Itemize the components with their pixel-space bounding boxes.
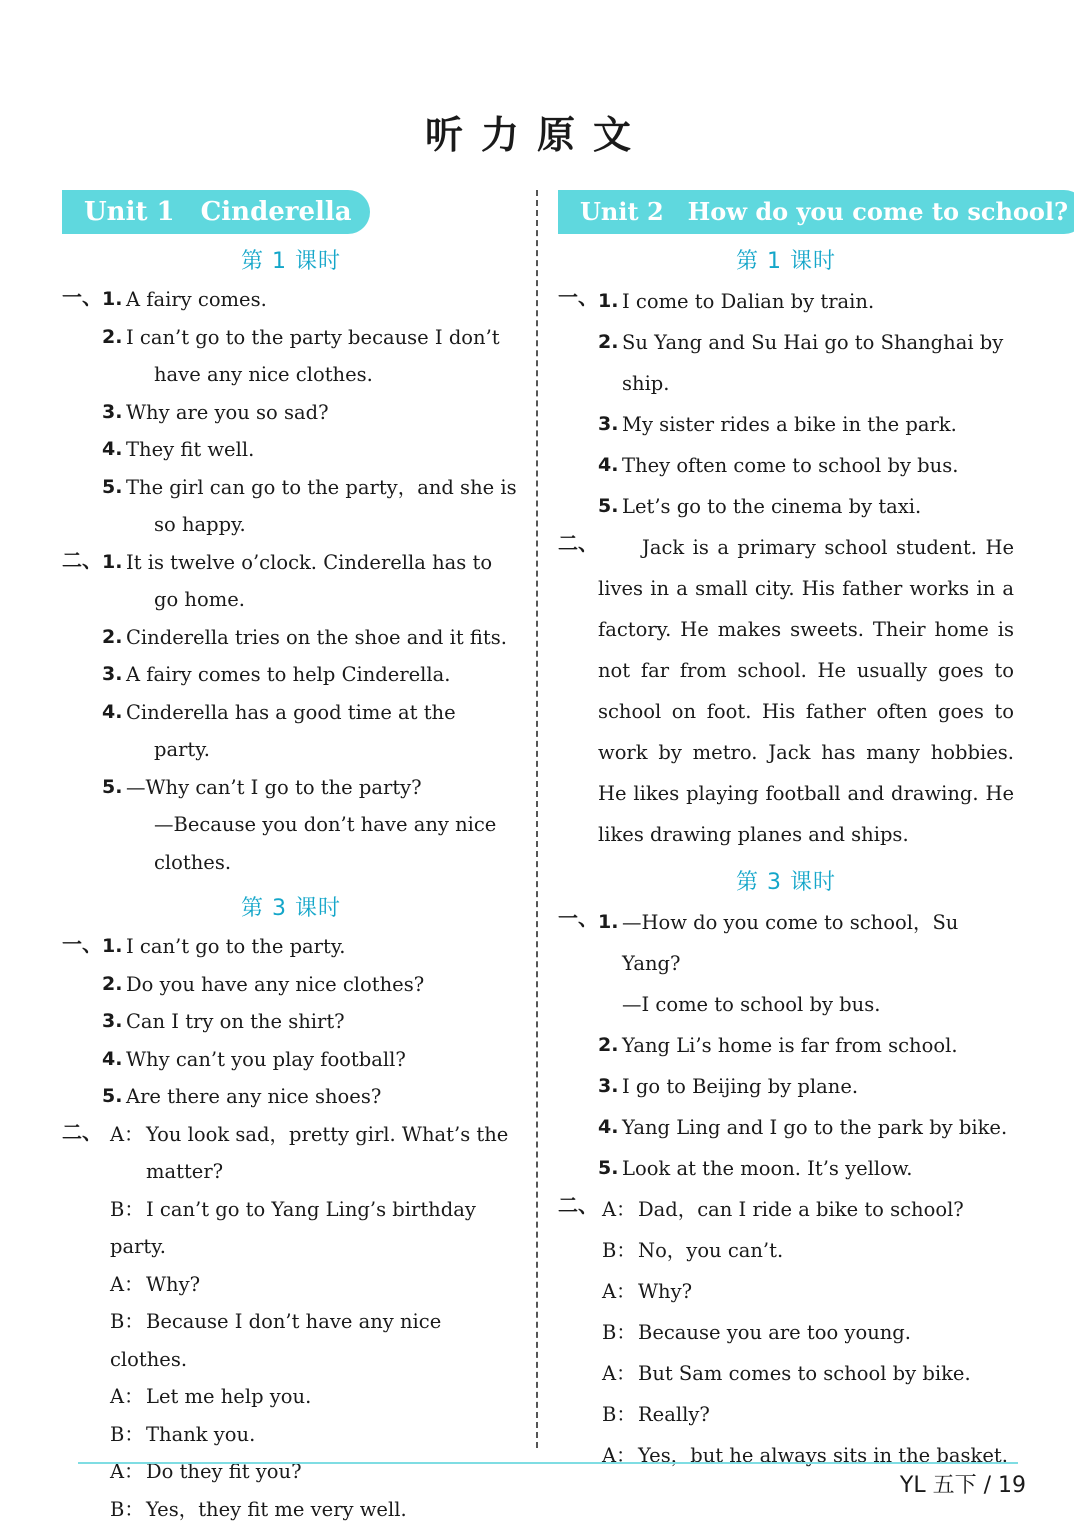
question-section [62,1116,520,1529]
dialogue-line [62,1378,520,1416]
unit-1-banner: Unit 1 Cinderella [62,190,370,234]
item-number: 1. [102,935,123,957]
dialogue-text: You look sad，pretty girl. What’s the [146,1122,509,1146]
item-text: I go to Beijing by plane. [622,1075,859,1098]
item-text: Su Yang and Su Hai go to Shanghai by [622,331,1004,354]
item-text: —Why can’t I go to the party? [126,775,422,799]
item-number: 5. [102,475,123,498]
lesson-heading: 第 1 课时 [241,249,341,274]
item-text-continued: —I come to school by bus. [622,993,881,1016]
dialogue-line [62,1116,520,1154]
dialogue-text: Because I don’t have any nice clothes. [110,1310,442,1371]
unit-2-banner: Unit 2 How do you come to school? [558,190,1074,234]
question-item [62,544,520,582]
section-label: 一、 [558,906,598,930]
section-label: 二、 [62,1119,102,1144]
question-item [62,656,520,694]
question-item [62,928,520,966]
item-text-continued: go home. [154,588,245,611]
question-section [558,902,1014,1189]
question-item [62,1003,520,1041]
question-item [558,445,1014,486]
dialogue-text: Dad，can I ride a bike to school? [638,1198,964,1221]
column-divider [536,190,538,1448]
dialogue-text: No，you can’t. [638,1239,784,1262]
item-number: 2. [598,331,619,353]
dialogue-line [62,1303,520,1378]
item-text: Can I try on the shirt? [126,1010,345,1033]
question-section [62,928,520,1116]
item-text-continued: so happy. [154,513,246,536]
dialogue-text: Why? [146,1272,201,1296]
dialogue-line [62,1453,520,1491]
speaker-label: A： [602,1280,636,1303]
question-item [62,1041,520,1079]
item-text-continued: ship. [622,372,670,395]
question-section [558,281,1014,527]
dialogue-text: Yes，they fit me very well. [146,1497,407,1521]
question-item [62,469,520,507]
dialogue-line [558,1271,1014,1312]
item-number: 5. [102,1085,123,1107]
item-number: 3. [102,400,123,423]
item-number: 5. [598,1157,619,1179]
item-text: They often come to school by bus. [622,454,959,477]
item-number: 4. [598,454,619,476]
question-item [558,281,1014,322]
item-text: I can’t go to the party. [126,935,346,958]
item-number: 1. [598,911,619,933]
section-label: 一、 [558,285,598,309]
question-section [558,1189,1014,1476]
speaker-label: A： [110,1122,144,1146]
item-text-continued: —Because you don’t have any nice [154,813,497,836]
item-text: A fairy comes to help Cinderella. [126,663,451,686]
dialogue-line [558,1230,1014,1271]
speaker-label: A： [110,1385,144,1408]
speaker-label: B： [110,1422,144,1446]
dialogue-text: Thank you. [146,1422,256,1446]
lesson-heading: 第 3 课时 [241,896,341,921]
item-text: Yang Ling and I go to the park by bike. [622,1116,1008,1139]
dialogue-text: Do they fit you? [146,1460,302,1483]
dialogue-line [62,1266,520,1304]
item-number: 1. [102,288,123,310]
dialogue-line [62,1191,520,1266]
item-text-continued: have any nice clothes. [154,363,373,386]
question-item [62,394,520,432]
question-item [62,431,520,469]
right-column [558,190,1069,1476]
page-number: YL 五下 / 19 [899,1473,1026,1498]
item-text: I come to Dalian by train. [622,290,875,313]
question-section [62,544,520,882]
question-item [558,1148,1014,1189]
question-item [558,902,1014,984]
speaker-label: B： [110,1497,144,1521]
question-item [558,1066,1014,1107]
question-item [558,1107,1014,1148]
question-item [62,966,520,1004]
question-item [62,1078,520,1116]
speaker-label: A： [602,1362,636,1385]
left-lessons [62,244,520,1528]
item-text: Cinderella tries on the shoe and it fits. [126,625,507,649]
speaker-label: B： [602,1321,636,1344]
dialogue-text: I can’t go to Yang Ling’s birthday party. [110,1197,476,1258]
item-text: Yang Li’s home is far from school. [622,1034,958,1057]
speaker-label: A： [110,1272,144,1296]
dialogue-text: Yes，but he always sits in the basket. [638,1444,1008,1467]
dialogue-line [62,1153,520,1191]
speaker-label: A： [110,1460,144,1483]
question-item [62,769,520,807]
question-section [558,527,1014,855]
dialogue-text: matter? [146,1160,224,1183]
item-text: The girl can go to the party，and she is [126,475,517,499]
speaker-label: A： [602,1198,636,1221]
item-number: 1. [598,290,619,312]
dialogue-line [558,1312,1014,1353]
passage-text: Jack is a primary school student. He lives in a small city. His father works in a factory. He makes sweets. Their home is not far from school. He usually goes to school on foot. His father often goes to work by metro. Jack has many hobbies. He likes playing football and drawing. He likes drawing planes and ships. [598,536,1014,846]
dialogue-text: Let me help you. [146,1385,312,1408]
item-number: 4. [598,1116,619,1138]
speaker-label: A： [602,1444,636,1467]
question-item [62,619,520,657]
question-item [62,694,520,732]
left-column [62,190,520,1528]
question-item [62,319,520,357]
item-number: 5. [102,775,123,798]
speaker-label: B： [602,1239,636,1262]
question-item [558,1025,1014,1066]
right-lessons [558,244,1014,1476]
item-text: Are there any nice shoes? [126,1085,382,1108]
dialogue-text: Why? [638,1280,693,1303]
item-number: 5. [598,495,619,517]
dialogue-text: Because you are too young. [638,1321,911,1344]
item-text: —How do you come to school，Su Yang? [622,911,959,975]
dialogue-text: Really? [638,1403,710,1426]
item-text: They fit well. [126,438,255,461]
item-number: 3. [598,413,619,435]
item-text: My sister rides a bike in the park. [622,413,957,436]
item-text: A fairy comes. [126,288,267,311]
dialogue-line [62,1416,520,1454]
item-number: 1. [102,550,123,573]
speaker-label: B： [602,1403,636,1426]
item-number: 3. [102,663,123,685]
question-item [62,281,520,319]
dialogue-line [558,1353,1014,1394]
item-text: I can’t go to the party because I don’t [126,325,500,349]
section-label: 二、 [558,531,598,555]
section-label: 二、 [62,547,102,572]
item-number: 3. [598,1075,619,1097]
question-item [558,404,1014,445]
item-text: Let’s go to the cinema by taxi. [622,495,922,518]
question-section [62,281,520,544]
item-text: It is twelve o’clock. Cinderella has to [126,550,493,574]
dialogue-line [558,1189,1014,1230]
section-label: 一、 [62,932,102,956]
lesson-heading: 第 1 课时 [736,249,836,274]
item-text: Do you have any nice clothes? [126,972,425,996]
speaker-label: B： [110,1197,144,1221]
item-number: 2. [102,625,123,648]
item-number: 2. [102,972,123,995]
dialogue-text: But Sam comes to school by bike. [638,1362,971,1385]
item-number: 4. [102,1047,123,1070]
dialogue-line [558,1394,1014,1435]
item-number: 3. [102,1010,123,1032]
item-text-continued: party. [154,738,210,761]
section-label: 一、 [62,285,102,309]
item-text: Why can’t you play football? [126,1047,406,1071]
listening-passage [558,527,1014,855]
item-number: 4. [102,438,123,460]
lesson-heading: 第 3 课时 [736,870,836,895]
question-item [558,486,1014,527]
question-item [558,322,1014,363]
item-number: 2. [598,1034,619,1056]
item-number: 4. [102,700,123,723]
speaker-label: B： [110,1310,144,1333]
item-text: Cinderella has a good time at the [126,700,456,724]
item-text: Look at the moon. It’s yellow. [622,1157,913,1180]
section-label: 二、 [558,1193,598,1217]
footer-rule [78,1462,1018,1464]
item-text: Why are you so sad? [126,400,329,424]
dialogue-line [62,1491,520,1529]
item-text-continued: clothes. [154,850,232,874]
item-number: 2. [102,325,123,348]
page-title: 听力原文 [424,113,649,157]
